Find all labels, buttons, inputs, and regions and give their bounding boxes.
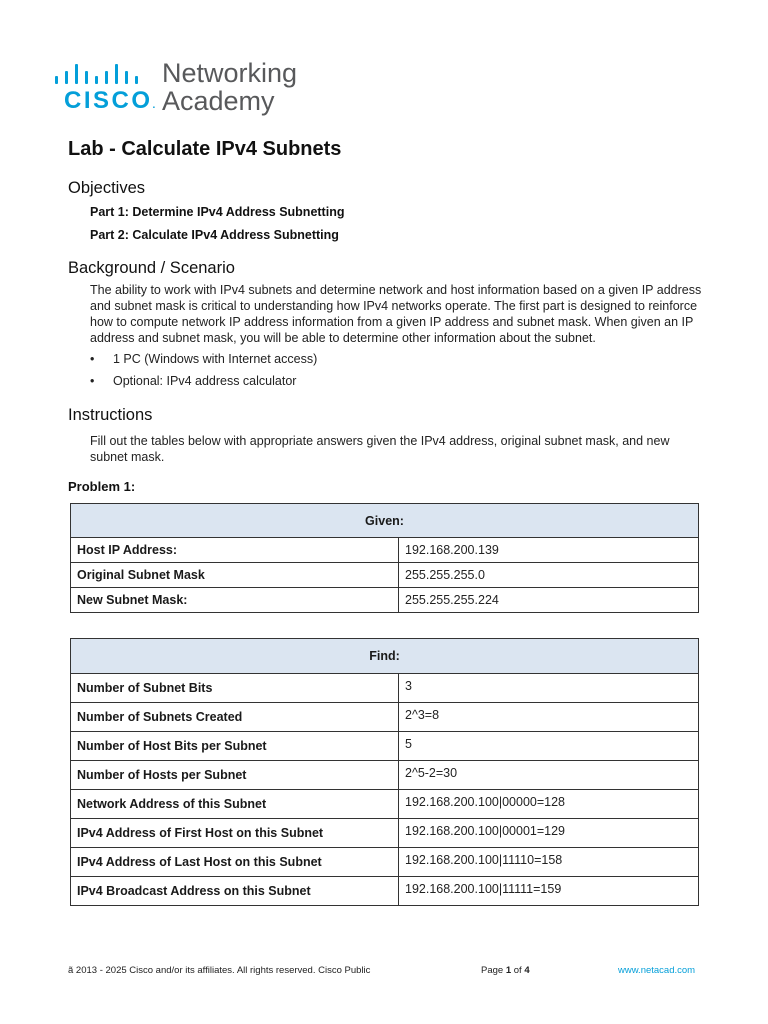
- instructions-heading: Instructions: [68, 406, 153, 424]
- find-table-header: Find:: [71, 639, 699, 674]
- table-row: [71, 848, 699, 877]
- logo-networking-text: Networking: [162, 58, 298, 88]
- footer-link[interactable]: www.netacad.com: [618, 965, 696, 976]
- footer-copyright: ã 2013 - 2025 Cisco and/or its affiliates. All rights reserved. Cisco Public: [68, 965, 371, 976]
- row-label: IPv4 Broadcast Address on this Subnet: [71, 877, 399, 906]
- answer-cell[interactable]: 2^5-2=30: [399, 761, 699, 790]
- table-row: [71, 877, 699, 906]
- table-row: [71, 732, 699, 761]
- given-table-header: Given:: [71, 504, 699, 538]
- row-label: Number of Host Bits per Subnet: [71, 732, 399, 761]
- given-table: [70, 503, 699, 613]
- row-value: 192.168.200.139: [399, 538, 699, 563]
- document-title: Lab - Calculate IPv4 Subnets: [68, 138, 342, 160]
- table-row: [71, 819, 699, 848]
- row-label: Host IP Address:: [71, 538, 399, 563]
- bullet-item: • 1 PC (Windows with Internet access): [90, 352, 318, 366]
- answer-cell[interactable]: 5: [399, 732, 699, 761]
- table-row: [71, 790, 699, 819]
- row-label: Number of Subnets Created: [71, 703, 399, 732]
- bullet-item: • Optional: IPv4 address calculator: [90, 374, 297, 388]
- answer-cell[interactable]: 192.168.200.100|00001=129: [399, 819, 699, 848]
- answer-cell[interactable]: 192.168.200.100|11111=159: [399, 877, 699, 906]
- logo-academy-text: Academy: [162, 86, 275, 116]
- row-value: 255.255.255.0: [399, 563, 699, 588]
- find-table: [70, 638, 699, 906]
- row-label: Original Subnet Mask: [71, 563, 399, 588]
- cisco-networking-academy-logo: [55, 54, 315, 118]
- row-label: New Subnet Mask:: [71, 588, 399, 613]
- table-row: [71, 703, 699, 732]
- objective-part-1: Part 1: Determine IPv4 Address Subnetting: [90, 205, 345, 219]
- table-row: [71, 588, 699, 613]
- table-row: [71, 563, 699, 588]
- row-value: 255.255.255.224: [399, 588, 699, 613]
- objective-part-2: Part 2: Calculate IPv4 Address Subnetting: [90, 228, 339, 242]
- answer-cell[interactable]: 3: [399, 674, 699, 703]
- answer-cell[interactable]: 192.168.200.100|11110=158: [399, 848, 699, 877]
- problem-label: Problem 1:: [68, 479, 136, 494]
- table-row: [71, 674, 699, 703]
- instructions-paragraph: Fill out the tables below with appropriate answers given the IPv4 address, original subnet mask, and new subnet mask.: [90, 434, 670, 464]
- objectives-heading: Objectives: [68, 179, 146, 197]
- cisco-wordmark: CISCO.: [64, 87, 156, 114]
- background-heading: Background / Scenario: [68, 259, 235, 277]
- background-paragraph: The ability to work with IPv4 subnets and determine network and host information based on a given IP address and subnet mask is critical to understanding how IPv4 networks operate. The first part is designed to reinforce how to compute network IP address information from a given IP address and subnet mask. When given an IP address and subnet mask, you will be able to determine other information about the subnet.: [90, 283, 702, 345]
- answer-cell[interactable]: 192.168.200.100|00000=128: [399, 790, 699, 819]
- row-label: Number of Subnet Bits: [71, 674, 399, 703]
- row-label: IPv4 Address of Last Host on this Subnet: [71, 848, 399, 877]
- row-label: Number of Hosts per Subnet: [71, 761, 399, 790]
- table-row: [71, 538, 699, 563]
- footer-page-number: Page 1 of 4: [481, 965, 530, 976]
- row-label: IPv4 Address of First Host on this Subnet: [71, 819, 399, 848]
- table-row: [71, 761, 699, 790]
- row-label: Network Address of this Subnet: [71, 790, 399, 819]
- answer-cell[interactable]: 2^3=8: [399, 703, 699, 732]
